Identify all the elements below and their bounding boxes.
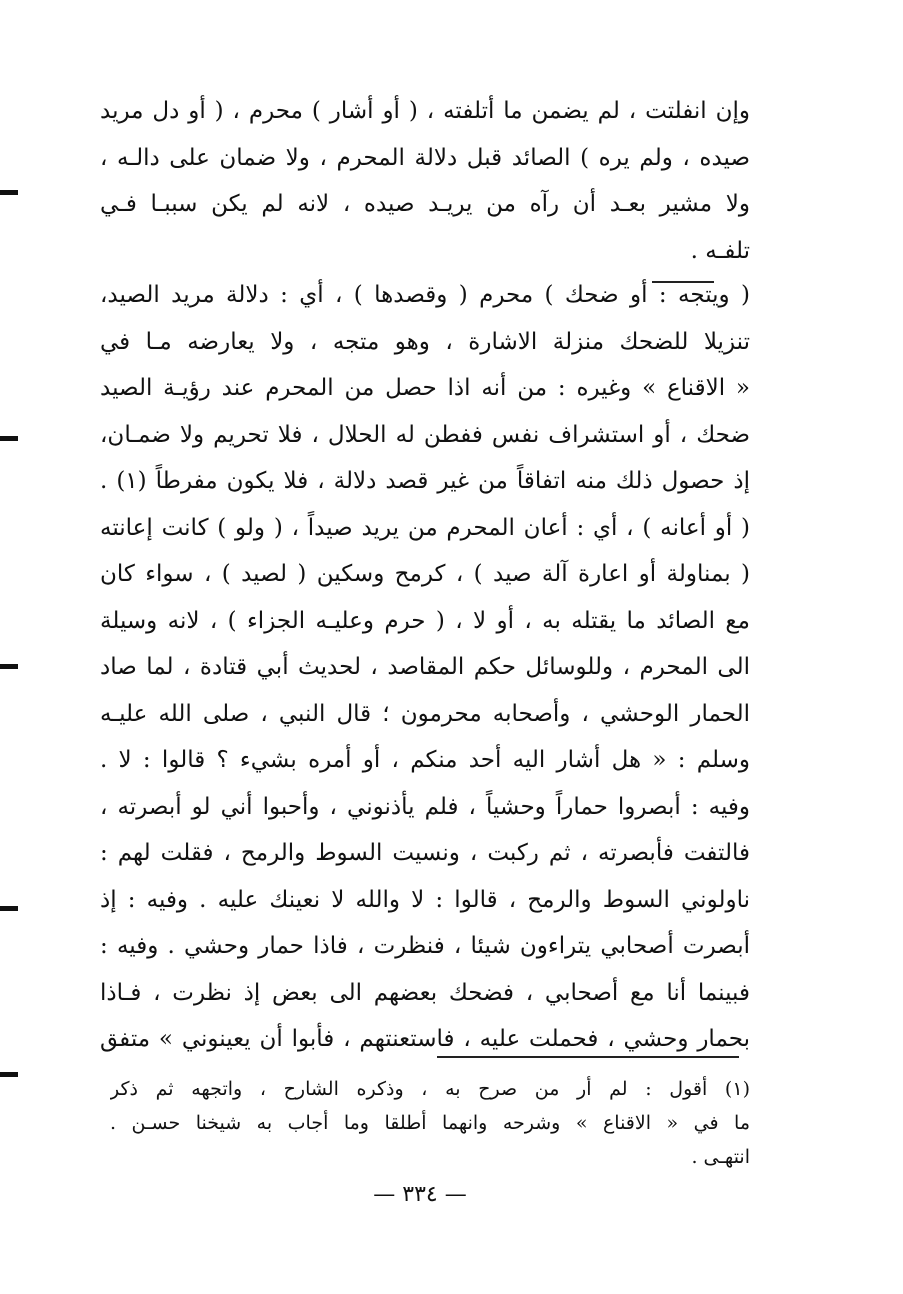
scan-margin-mark <box>0 190 18 195</box>
text-line: ولا مشير بعـد أن رآه من يريـد صيده ، لانه لم يكن سببـا فـي <box>100 191 750 217</box>
text-line: « الاقناع » وغيره : من أنه اذا حصل من المحرم عند رؤيـة الصيد <box>100 375 750 401</box>
text-line: وإن انفلتت ، لم يضمن ما أتلفته ، ( أو أشار ) محرم ، ( أو دل مريد <box>100 98 750 124</box>
scan-margin-mark <box>0 664 18 669</box>
page-number: — ٣٣٤ — <box>373 1182 467 1207</box>
footnote-divider <box>437 1056 739 1058</box>
text-line: أبصرت أصحابي يتراءون شيئا ، فنظرت ، فاذا حمار وحشي . وفيه : <box>100 933 750 959</box>
text-line: الى المحرم ، وللوسائل حكم المقاصد ، لحديث أبي قتادة ، لما صاد <box>100 654 750 680</box>
text-line: وسلم : « هل أشار اليه أحد منكم ، أو أمره بشيء ؟ قالوا : لا . <box>100 747 750 773</box>
text-line: فبينما أنا مع أصحابي ، فضحك بعضهم الى بعض إذ نظرت ، فـاذا <box>100 979 750 1006</box>
text-line: تنزيلا للضحك منزلة الاشارة ، وهو متجه ، ولا يعارضه مـا في <box>100 328 750 355</box>
paragraph-2 <box>100 272 750 1063</box>
paragraph-1 <box>100 88 750 274</box>
footnote-line: ما في « الاقناع » وشرحه وانهما أطلقا وما أجاب به شيخنا حسـن . <box>110 1112 750 1134</box>
text-line: مع الصائد ما يقتله به ، أو لا ، ( حرم وعليـه الجزاء ) ، لانه وسيلة <box>100 607 750 634</box>
text-line: تلفـه . <box>690 237 750 264</box>
footnote-line: (١) أقول : لم أر من صرح به ، وذكره الشارح ، واتجهه ثم ذكر <box>110 1078 750 1100</box>
text-line: ضحك ، أو استشراف نفس ففطن له الحلال ، فلا تحريم ولا ضمـان، <box>100 421 750 448</box>
scan-margin-mark <box>0 906 18 911</box>
text-line: ( أو أعانه ) ، أي : أعان المحرم من يريد صيداً ، ( ولو ) كانت إعانته <box>100 514 750 541</box>
scan-margin-mark <box>0 436 18 441</box>
text-line: وفيه : أبصروا حماراً وحشياً ، فلم يأذنوني ، وأحبوا أني لو أبصرته ، <box>100 793 750 820</box>
footnote-line: انتهـى . <box>691 1146 750 1168</box>
text-line: بحمار وحشي ، فحملت عليه ، فاستعنتهم ، فأبوا أن يعينوني » متفق <box>100 1026 750 1052</box>
footnote <box>110 1072 750 1174</box>
text-line: ( ويتجه : أو ضحك ) محرم ( وقصدها ) ، أي : دلالة مريد الصيد، <box>100 282 750 308</box>
text-line: ( بمناولة أو اعارة آلة صيد ) ، كرمح وسكين ( لصيد ) ، سواء كان <box>100 561 750 587</box>
scan-margin-mark <box>0 1072 18 1077</box>
text-line: إذ حصول ذلك منه اتفاقاً من غير قصد دلالة ، فلا يكون مفرطاً (١) . <box>100 468 750 494</box>
text-line: صيده ، ولم يره ) الصائد قبل دلالة المحرم ، ولا ضمان على دالـه ، <box>100 144 750 171</box>
text-line: ناولوني السوط والرمح ، قالوا : لا والله لا نعينك عليه . وفيه : إذ <box>100 886 750 913</box>
text-line: الحمار الوحشي ، وأصحابه محرمون ؛ قال النبي ، صلى الله عليـه <box>100 700 750 727</box>
text-line: فالتفت فأبصرته ، ثم ركبت ، ونسيت السوط والرمح ، فقلت لهم : <box>100 840 750 866</box>
